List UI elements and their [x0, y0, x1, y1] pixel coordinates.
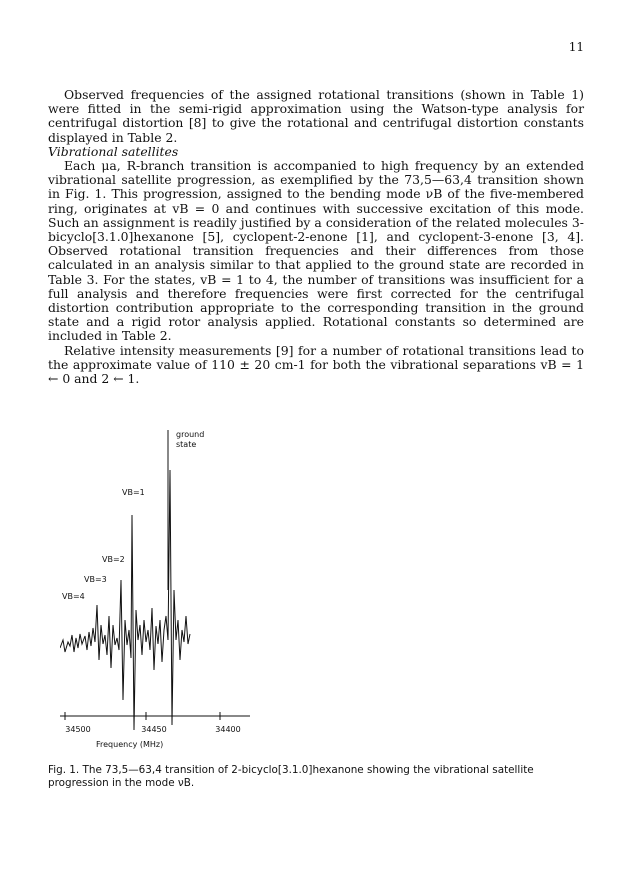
label-ground: ground — [176, 430, 205, 439]
tick-label: 34400 — [215, 725, 241, 734]
figure-caption: Fig. 1. The 73,5—63,4 transition of 2-bicyclo[3.1.0]hexanone showing the vibrational satellite progression in the mode νB. — [48, 764, 534, 789]
paragraph-1: Observed frequencies of the assigned rotational transitions (shown in Table 1) were fitted in the semi-rigid approximation using the Watson-type analysis for centrifugal distortion [8] to give the rotational and centrifugal distortion constants displayed in Table 2. — [48, 87, 584, 145]
label-vb2: VB=2 — [102, 555, 125, 564]
paragraph-3: Relative intensity measurements [9] for a number of rotational transitions lead to the approximate value of 110 ± 20 cm-1 for both the vibrational separations vB = 1 ← 0 and 2 ← 1. — [48, 342, 584, 387]
label-state: state — [176, 440, 197, 449]
page-number: 11 — [568, 40, 584, 54]
x-axis-label: Frequency (MHz) — [96, 740, 164, 749]
section-heading: Vibrational satellites — [48, 143, 179, 159]
label-vb4: VB=4 — [62, 592, 85, 601]
label-vb1: VB=1 — [122, 488, 145, 497]
paragraph-2: Each μa, R-branch transition is accompanied to high frequency by an extended vibrational satellite progression, as exemplified by the 73,5—63,4 transition shown in Fig. 1. This progression, assigned to the bending mode νB of the five-membered ring, originates at vB = 0 and continues with successive excitation of this mode. Such an assignment is readily justified by a consideration of the related molecules 3-bicyclo[3.1.0]hexanone [5], cyclopent-2-enone [1], and cyclopent-3-enone [3, 4]. Observed rotational transition frequencies and their differences from those calculated in an analysis similar to that applied to the ground state are recorded in Table 3. For the states, vB = 1 to 4, the number of transitions was insufficient for a full analysis and therefore frequencies were first corrected for the centrifugal distortion contribution appropriate to the corresponding transition in the ground state and a rigid rotor analysis applied. Rotational constants so determined are included in Table 2. — [48, 158, 584, 344]
tick-label: 34500 — [65, 725, 91, 734]
figure-spectrum — [60, 430, 260, 760]
tick-label: 34450 — [141, 725, 167, 734]
body-text — [48, 88, 584, 386]
label-vb3: VB=3 — [84, 575, 107, 584]
